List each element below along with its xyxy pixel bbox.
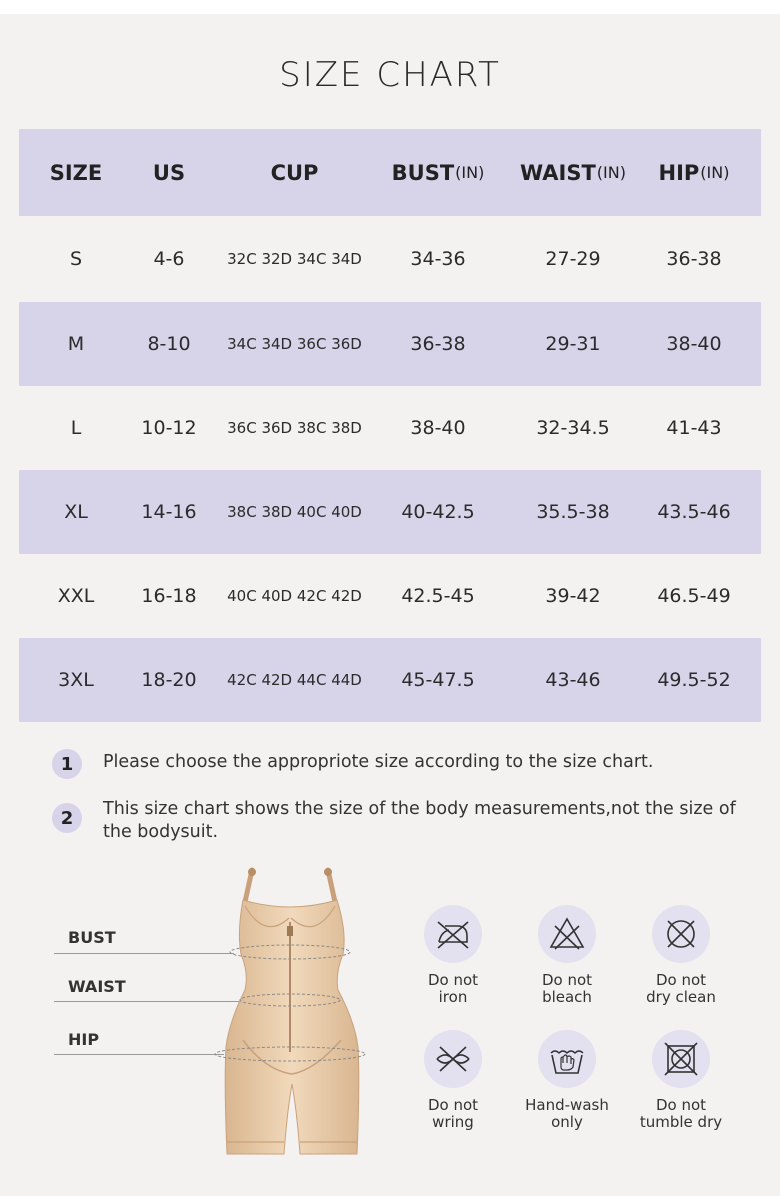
bust-cell: 40-42.5 [401, 501, 475, 523]
page-title: SIZE CHART [279, 55, 501, 95]
do-not-dry-clean-icon [652, 905, 710, 963]
care-label-line2: only [551, 1113, 583, 1131]
cup-cell: 42C 42D 44C 44D [227, 671, 362, 689]
care-do-not-wring [398, 1030, 508, 1131]
care-label-line2: dry clean [646, 988, 716, 1006]
care-label-line1: Do not [427, 1096, 479, 1114]
bust-label: BUST [68, 928, 116, 947]
do-not-bleach-icon [538, 905, 596, 963]
hip-cell: 43.5-46 [657, 501, 731, 523]
do-not-iron-icon [424, 905, 482, 963]
size-cell: XL [64, 501, 88, 523]
do-not-tumble-dry-icon [652, 1030, 710, 1088]
do-not-wring-icon [424, 1030, 482, 1088]
hip-cell: 36-38 [666, 248, 722, 270]
care-label-line1: Do not [541, 971, 593, 989]
bust-cell: 36-38 [410, 333, 466, 355]
table-header-row [19, 129, 761, 216]
header-hip: HIP (IN) [658, 160, 730, 185]
header-bust: BUST (IN) [391, 160, 485, 185]
table-row [19, 638, 761, 722]
waist-label: WAIST [68, 977, 126, 996]
care-do-not-tumble-dry [626, 1030, 736, 1131]
us-cell: 10-12 [141, 417, 197, 439]
bust-cell: 38-40 [410, 417, 466, 439]
hip-cell: 41-43 [666, 417, 722, 439]
us-cell: 4-6 [153, 248, 185, 270]
bodysuit-illustration [205, 862, 380, 1162]
note-number-badge: 1 [52, 749, 82, 779]
table-row [19, 470, 761, 554]
note-text: This size chart shows the size of the body measurements,not the size of the bodysuit. [103, 799, 736, 842]
bust-cell: 45-47.5 [401, 669, 475, 691]
us-cell: 18-20 [141, 669, 197, 691]
size-cell: S [69, 248, 83, 270]
header-us: US [152, 160, 186, 185]
header-waist: WAIST (IN) [520, 160, 626, 185]
cup-cell: 38C 38D 40C 40D [227, 503, 362, 521]
waist-cell: 39-42 [545, 585, 601, 607]
care-do-not-iron [398, 905, 508, 1006]
us-cell: 8-10 [147, 333, 191, 355]
cup-cell: 32C 32D 34C 34D [227, 250, 362, 268]
care-do-not-dry-clean [626, 905, 736, 1006]
size-cell: L [70, 417, 82, 439]
waist-cell: 35.5-38 [536, 501, 610, 523]
us-cell: 16-18 [141, 585, 197, 607]
hand-wash-icon [538, 1030, 596, 1088]
waist-cell: 27-29 [545, 248, 601, 270]
care-label-line2: wring [432, 1113, 474, 1131]
care-label-line2: iron [438, 988, 468, 1006]
hip-cell: 46.5-49 [657, 585, 731, 607]
care-label-line1: Do not [655, 1096, 707, 1114]
size-table [19, 129, 761, 722]
hip-leader-line [54, 1054, 224, 1055]
header-size: SIZE [49, 160, 103, 185]
care-hand-wash [512, 1030, 622, 1131]
care-do-not-bleach [512, 905, 622, 1006]
cup-cell: 34C 34D 36C 36D [227, 335, 362, 353]
care-label-line2: bleach [542, 988, 592, 1006]
cup-cell: 40C 40D 42C 42D [227, 587, 362, 605]
waist-cell: 29-31 [545, 333, 601, 355]
waist-cell: 32-34.5 [536, 417, 610, 439]
bust-cell: 42.5-45 [401, 585, 475, 607]
table-row [19, 386, 761, 470]
hip-cell: 49.5-52 [657, 669, 731, 691]
waist-cell: 43-46 [545, 669, 601, 691]
size-cell: 3XL [58, 669, 94, 691]
table-row [19, 216, 761, 302]
header-cup: CUP [270, 160, 319, 185]
size-cell: M [67, 333, 85, 355]
note-number-badge: 2 [52, 803, 82, 833]
care-label-line1: Hand-wash [525, 1096, 609, 1114]
care-label-line1: Do not [427, 971, 479, 989]
hip-cell: 38-40 [666, 333, 722, 355]
cup-cell: 36C 36D 38C 38D [227, 419, 362, 437]
top-strip [0, 0, 780, 14]
care-label-line2: tumble dry [639, 1113, 723, 1131]
us-cell: 14-16 [141, 501, 197, 523]
hip-label: HIP [68, 1030, 100, 1049]
care-label-line1: Do not [655, 971, 707, 989]
table-row [19, 302, 761, 386]
bust-cell: 34-36 [410, 248, 466, 270]
note-text: Please choose the appropriote size according to the size chart. [103, 752, 654, 772]
size-cell: XXL [57, 585, 95, 607]
table-row [19, 554, 761, 638]
